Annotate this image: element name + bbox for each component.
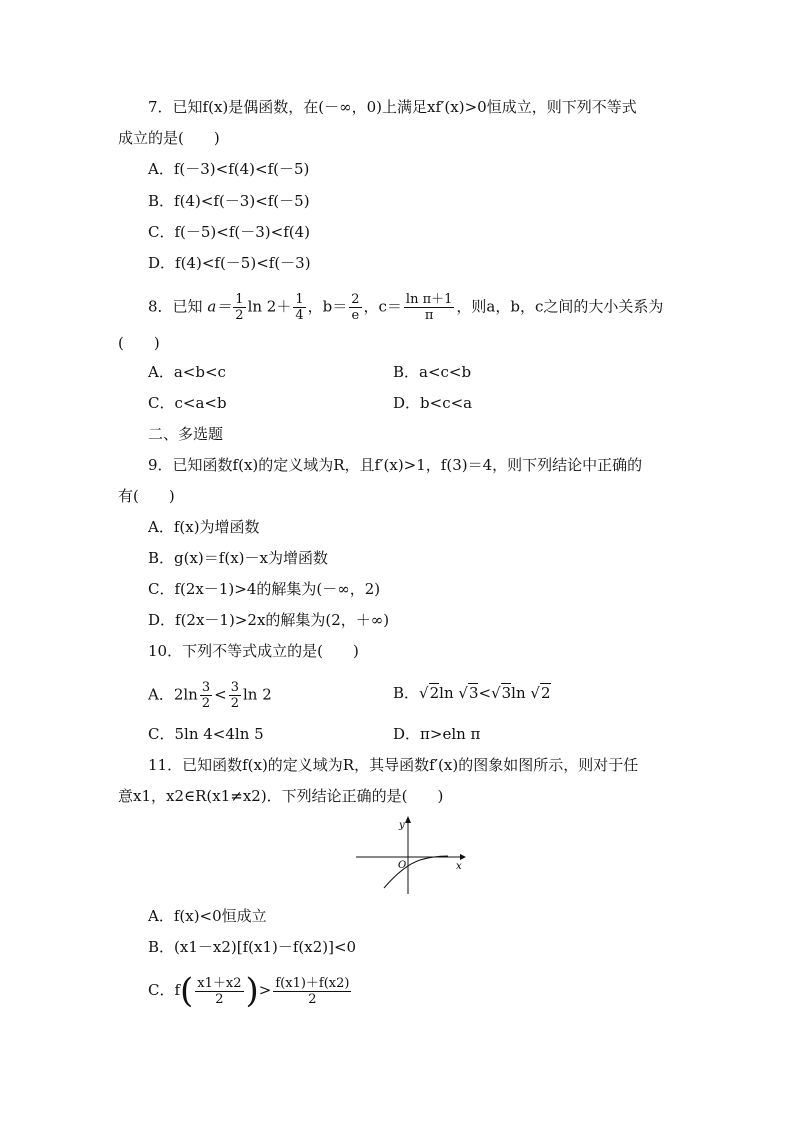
graph-y-arrow bbox=[405, 816, 411, 823]
q7-stem-line2: 成立的是( ) bbox=[118, 129, 220, 147]
q9-stem-line2: 有( ) bbox=[118, 487, 175, 505]
q10-a-pre: A．2ln bbox=[148, 685, 198, 704]
q8-option-a: A．a<b<c bbox=[148, 363, 226, 381]
q10-option-a bbox=[148, 680, 272, 711]
q9-option-b: B．g(x)＝f(x)－x为增函数 bbox=[148, 549, 328, 567]
q7-option-b: B．f(4)<f(－3)<f(－5) bbox=[148, 192, 310, 210]
q9-option-a: A．f(x)为增函数 bbox=[148, 518, 260, 536]
q10-option-d: D．π>eln π bbox=[393, 725, 481, 743]
q11-stem-line2: 意x1，x2∈R(x1≠x2)．下列结论正确的是( ) bbox=[118, 787, 444, 805]
q8-stem-line2: ( ) bbox=[118, 334, 160, 352]
q10-option-c: C．5ln 4<4ln 5 bbox=[148, 725, 264, 743]
q8-c-eq: ，c＝ bbox=[363, 297, 402, 316]
q8-stem-line1 bbox=[148, 292, 663, 323]
q10-a-lt: < bbox=[214, 685, 227, 704]
q8-b-frac: $\frac{2}{e}$ bbox=[351, 292, 360, 323]
q10-b-ln1: ln bbox=[439, 684, 454, 702]
q11-stem-line1: 11．已知函数f(x)的定义域为R，其导函数f′(x)的图象如图所示，则对于任 bbox=[148, 756, 639, 774]
graph-x-label: x bbox=[456, 861, 462, 872]
graph-y-label: y bbox=[399, 820, 405, 831]
q7-stem-line1: 7．已知f(x)是偶函数，在(－∞，0)上满足xf′(x)>0恒成立，则下列不等式 bbox=[148, 98, 637, 116]
q10-b-root3: 3 bbox=[501, 684, 512, 702]
q10-b-ln2: ln bbox=[511, 684, 526, 702]
q9-stem-line1: 9．已知函数f(x)的定义域为R，且f′(x)>1，f(3)＝4，则下列结论中正确的 bbox=[148, 456, 643, 474]
graph-origin-label: O bbox=[398, 860, 407, 871]
q10-option-b: B．√2ln √3<√3ln √2 bbox=[393, 684, 551, 702]
derivative-graph-figure bbox=[356, 816, 466, 894]
q10-b-lt: < bbox=[478, 684, 492, 702]
q10-b-root1: 2 bbox=[429, 684, 440, 702]
q8-suffix: ，则a，b，c之间的大小关系为 bbox=[456, 297, 664, 316]
q11-option-a: A．f(x)<0恒成立 bbox=[148, 907, 267, 925]
q10-b-root2: 3 bbox=[468, 684, 479, 702]
q11-c-pre: C．f bbox=[148, 981, 181, 999]
q7-option-a: A．f(－3)<f(4)<f(－5) bbox=[148, 160, 310, 178]
q8-c-frac: $\frac{\text{ln π＋1}}{\pi}$ bbox=[405, 292, 453, 323]
q10-b-pre: B． bbox=[393, 684, 420, 702]
q9-option-d: D．f(2x－1)>2x的解集为(2，＋∞) bbox=[148, 611, 390, 629]
graph-x-arrow bbox=[460, 854, 466, 860]
q10-stem: 10．下列不等式成立的是( ) bbox=[148, 642, 359, 660]
q8-option-d: D．b<c<a bbox=[393, 394, 473, 412]
q11-c-gt: > bbox=[258, 981, 272, 999]
q11-c-frac-right: $\frac{f(x1)+f(x2)}{2}$ bbox=[275, 975, 350, 1007]
q10-a-frac2: $\frac{3}{2}$ bbox=[230, 680, 239, 711]
q11-option-c: C．f( $\frac{x1+x2}{2}$ )> $\frac{f(x1)+f(x2)}{2}$ bbox=[148, 971, 350, 1011]
q8-a-eq: a＝ bbox=[207, 297, 232, 316]
q8-a-frac2: $\frac{1}{4}$ bbox=[295, 292, 304, 323]
derivative-curve bbox=[384, 856, 448, 888]
q7-option-d: D．f(4)<f(－5)<f(－3) bbox=[148, 254, 311, 272]
q8-prefix: 8．已知 bbox=[148, 297, 203, 316]
q8-a-mid: ln 2＋ bbox=[247, 297, 292, 316]
q8-option-c: C．c<a<b bbox=[148, 394, 227, 412]
q11-c-frac-left: $\frac{x1+x2}{2}$ bbox=[197, 975, 242, 1007]
q9-option-c: C．f(2x－1)>4的解集为(－∞，2) bbox=[148, 580, 381, 598]
q8-b-eq: ，b＝ bbox=[307, 297, 348, 316]
q10-a-frac1: $\frac{3}{2}$ bbox=[201, 680, 211, 711]
section-multiple-choice-heading: 二、多选题 bbox=[148, 425, 224, 443]
q8-option-b: B．a<c<b bbox=[393, 363, 472, 381]
q10-a-post: ln 2 bbox=[242, 685, 272, 704]
q7-option-c: C．f(－5)<f(－3)<f(4) bbox=[148, 223, 311, 241]
q11-option-b: B．(x1－x2)[f(x1)－f(x2)]<0 bbox=[148, 938, 357, 956]
q10-b-root4: 2 bbox=[540, 684, 551, 702]
q8-a-frac1: $\frac{1}{2}$ bbox=[235, 292, 244, 323]
